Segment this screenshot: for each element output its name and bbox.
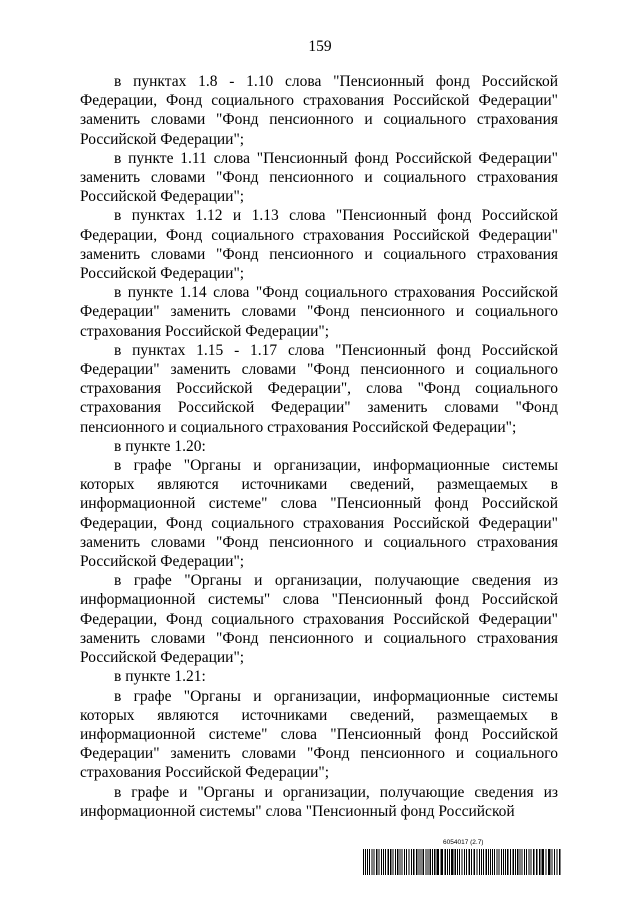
barcode-bar [469, 849, 471, 875]
barcode-bar [477, 849, 478, 875]
barcode-bar [462, 849, 463, 875]
paragraph: в пунктах 1.15 - 1.17 слова "Пенсионный фонд Российской Федерации" заменить словами "Фонд пенсионного и социального страхования Российской Федерации", слова "Фонд социального страхования Российской Федерации" заменить словами "Фонд пенсионного и социального страхования Российской Федерации"; [80, 341, 558, 436]
paragraph: в графе "Органы и организации, информационные системы которых являются источниками сведений, размещаемых в информационной системе" слова "Пенсионный фонд Российской Федерации, Фонд социального страхования Российской Федерации" заменить словами "Фонд пенсионного и социального страхования Российской Федерации"; [80, 457, 558, 571]
barcode-bar [430, 849, 432, 875]
barcode-bar [557, 849, 558, 875]
barcode-bar [363, 849, 364, 875]
barcode-bar [390, 849, 392, 875]
barcode-bar [441, 849, 444, 875]
barcode-bar [383, 849, 384, 875]
paragraph: в пункте 1.20: [114, 437, 206, 455]
barcode-bar [503, 849, 504, 875]
barcode-bar [459, 849, 460, 875]
barcode-bar [559, 849, 561, 875]
barcode-bar [492, 849, 493, 875]
barcode-bar [524, 849, 525, 875]
barcode-bar [421, 849, 422, 875]
barcode-bar [554, 849, 555, 875]
barcode-bar [423, 849, 425, 875]
barcode-bar [411, 849, 412, 875]
barcode-bar [536, 849, 538, 875]
barcode-bar [369, 849, 370, 875]
barcode-bar [483, 849, 484, 875]
barcode-bar [372, 849, 373, 875]
barcode-bar [388, 849, 390, 875]
barcode-bar [539, 849, 541, 875]
barcode-bar [400, 849, 401, 875]
barcode-bar [499, 849, 500, 875]
barcode-bar [367, 849, 368, 875]
paragraph: в пункте 1.14 слова "Фонд социального страхования Российской Федерации" заменить словами "Фонд пенсионного и социального страхования Российской Федерации"; [80, 284, 558, 340]
barcode-bar [409, 849, 410, 875]
barcode-bar [471, 849, 472, 875]
barcode-bar [447, 849, 448, 875]
barcode-bar [381, 849, 382, 875]
barcode-bar [515, 849, 516, 875]
barcode-bar [505, 849, 506, 875]
barcode-bar [449, 849, 450, 875]
barcode-bar [486, 849, 488, 875]
barcode-bar [497, 849, 498, 875]
barcode-bar [413, 849, 415, 875]
barcode-bar [404, 849, 405, 875]
barcode-bar [522, 849, 523, 875]
barcode-bar [526, 849, 527, 875]
paragraph: в графе и "Органы и организации, получающие сведения из информационной системы" слова "Пенсионный фонд Российской [80, 783, 558, 820]
barcode-bar [385, 849, 386, 875]
barcode-bar [542, 849, 545, 875]
barcode-bar [464, 849, 465, 875]
barcode-bar [510, 849, 511, 875]
barcode-bar [428, 849, 429, 875]
barcode-bar [379, 849, 380, 875]
barcode-bar [507, 849, 509, 875]
barcode-bar [397, 849, 399, 875]
barcode-bar [451, 849, 454, 875]
paragraph: в пункте 1.21: [114, 668, 206, 686]
barcode-bar [426, 849, 427, 875]
barcode-bar [517, 849, 519, 875]
barcode-bar [376, 849, 378, 875]
barcode-bar [494, 849, 495, 875]
document-code: 6054017 (2.7) [443, 839, 484, 846]
barcode-bar [416, 849, 418, 875]
barcode-bar [501, 849, 502, 875]
barcode-bar [548, 849, 551, 875]
barcode-bar [365, 849, 366, 875]
barcode-bar [479, 849, 480, 875]
barcode-bar [481, 849, 482, 875]
barcode-bar [533, 849, 535, 875]
barcode-bar [520, 849, 521, 875]
paragraph: в графе "Органы и организации, получающие сведения из информационной системы" слова "Пенсионный фонд Российской Федерации, Фонд социального страхования Российской Федерации" заменить словами "Фонд пенсионного и социального страхования Российской Федерации"; [80, 572, 558, 667]
paragraph: в графе "Органы и организации, информационные системы которых являются источниками сведений, размещаемых в информационной системе" слова "Пенсионный фонд Российской Федерации" заменить словами "Фонд пенсионного и социального страхования Российской Федерации"; [80, 687, 558, 782]
barcode-bar [455, 849, 457, 875]
barcode-icon [363, 849, 563, 875]
barcode-bar [395, 849, 396, 875]
page-number: 159 [308, 38, 332, 55]
paragraph: в пунктах 1.12 и 1.13 слова "Пенсионный фонд Российской Федерации, Фонд социального страхования Российской Федерации" заменить словами "Фонд пенсионного и социального страхования Российской Федерации"; [80, 207, 558, 283]
barcode-bar [406, 849, 407, 875]
barcode-bar [374, 849, 375, 875]
barcode-bar [474, 849, 476, 875]
barcode-bar [434, 849, 436, 875]
barcode-bar [488, 849, 489, 875]
barcode-bar [437, 849, 440, 875]
document-body [80, 72, 558, 821]
barcode-bar [432, 849, 433, 875]
barcode-bar [531, 849, 532, 875]
barcode-bar [529, 849, 530, 875]
barcode-bar [490, 849, 491, 875]
barcode-bar [546, 849, 547, 875]
barcode-bar [419, 849, 420, 875]
paragraph: в пункте 1.11 слова "Пенсионный фонд Российской Федерации" заменить словами "Фонд пенсионного и социального страхования Российской Федерации"; [80, 149, 558, 206]
barcode-bar [513, 849, 515, 875]
barcode-bar [445, 849, 447, 875]
barcode-bar [466, 849, 467, 875]
barcode-bar [552, 849, 553, 875]
paragraph: в пунктах 1.8 - 1.10 слова "Пенсионный фонд Российской Федерации, Фонд социального страхования Российской Федерации" заменить словами "Фонд пенсионного и социального страхования Российской Федерации"; [80, 73, 558, 148]
barcode-bar [402, 849, 403, 875]
barcode-bar [457, 849, 458, 875]
barcode-bar [393, 849, 394, 875]
